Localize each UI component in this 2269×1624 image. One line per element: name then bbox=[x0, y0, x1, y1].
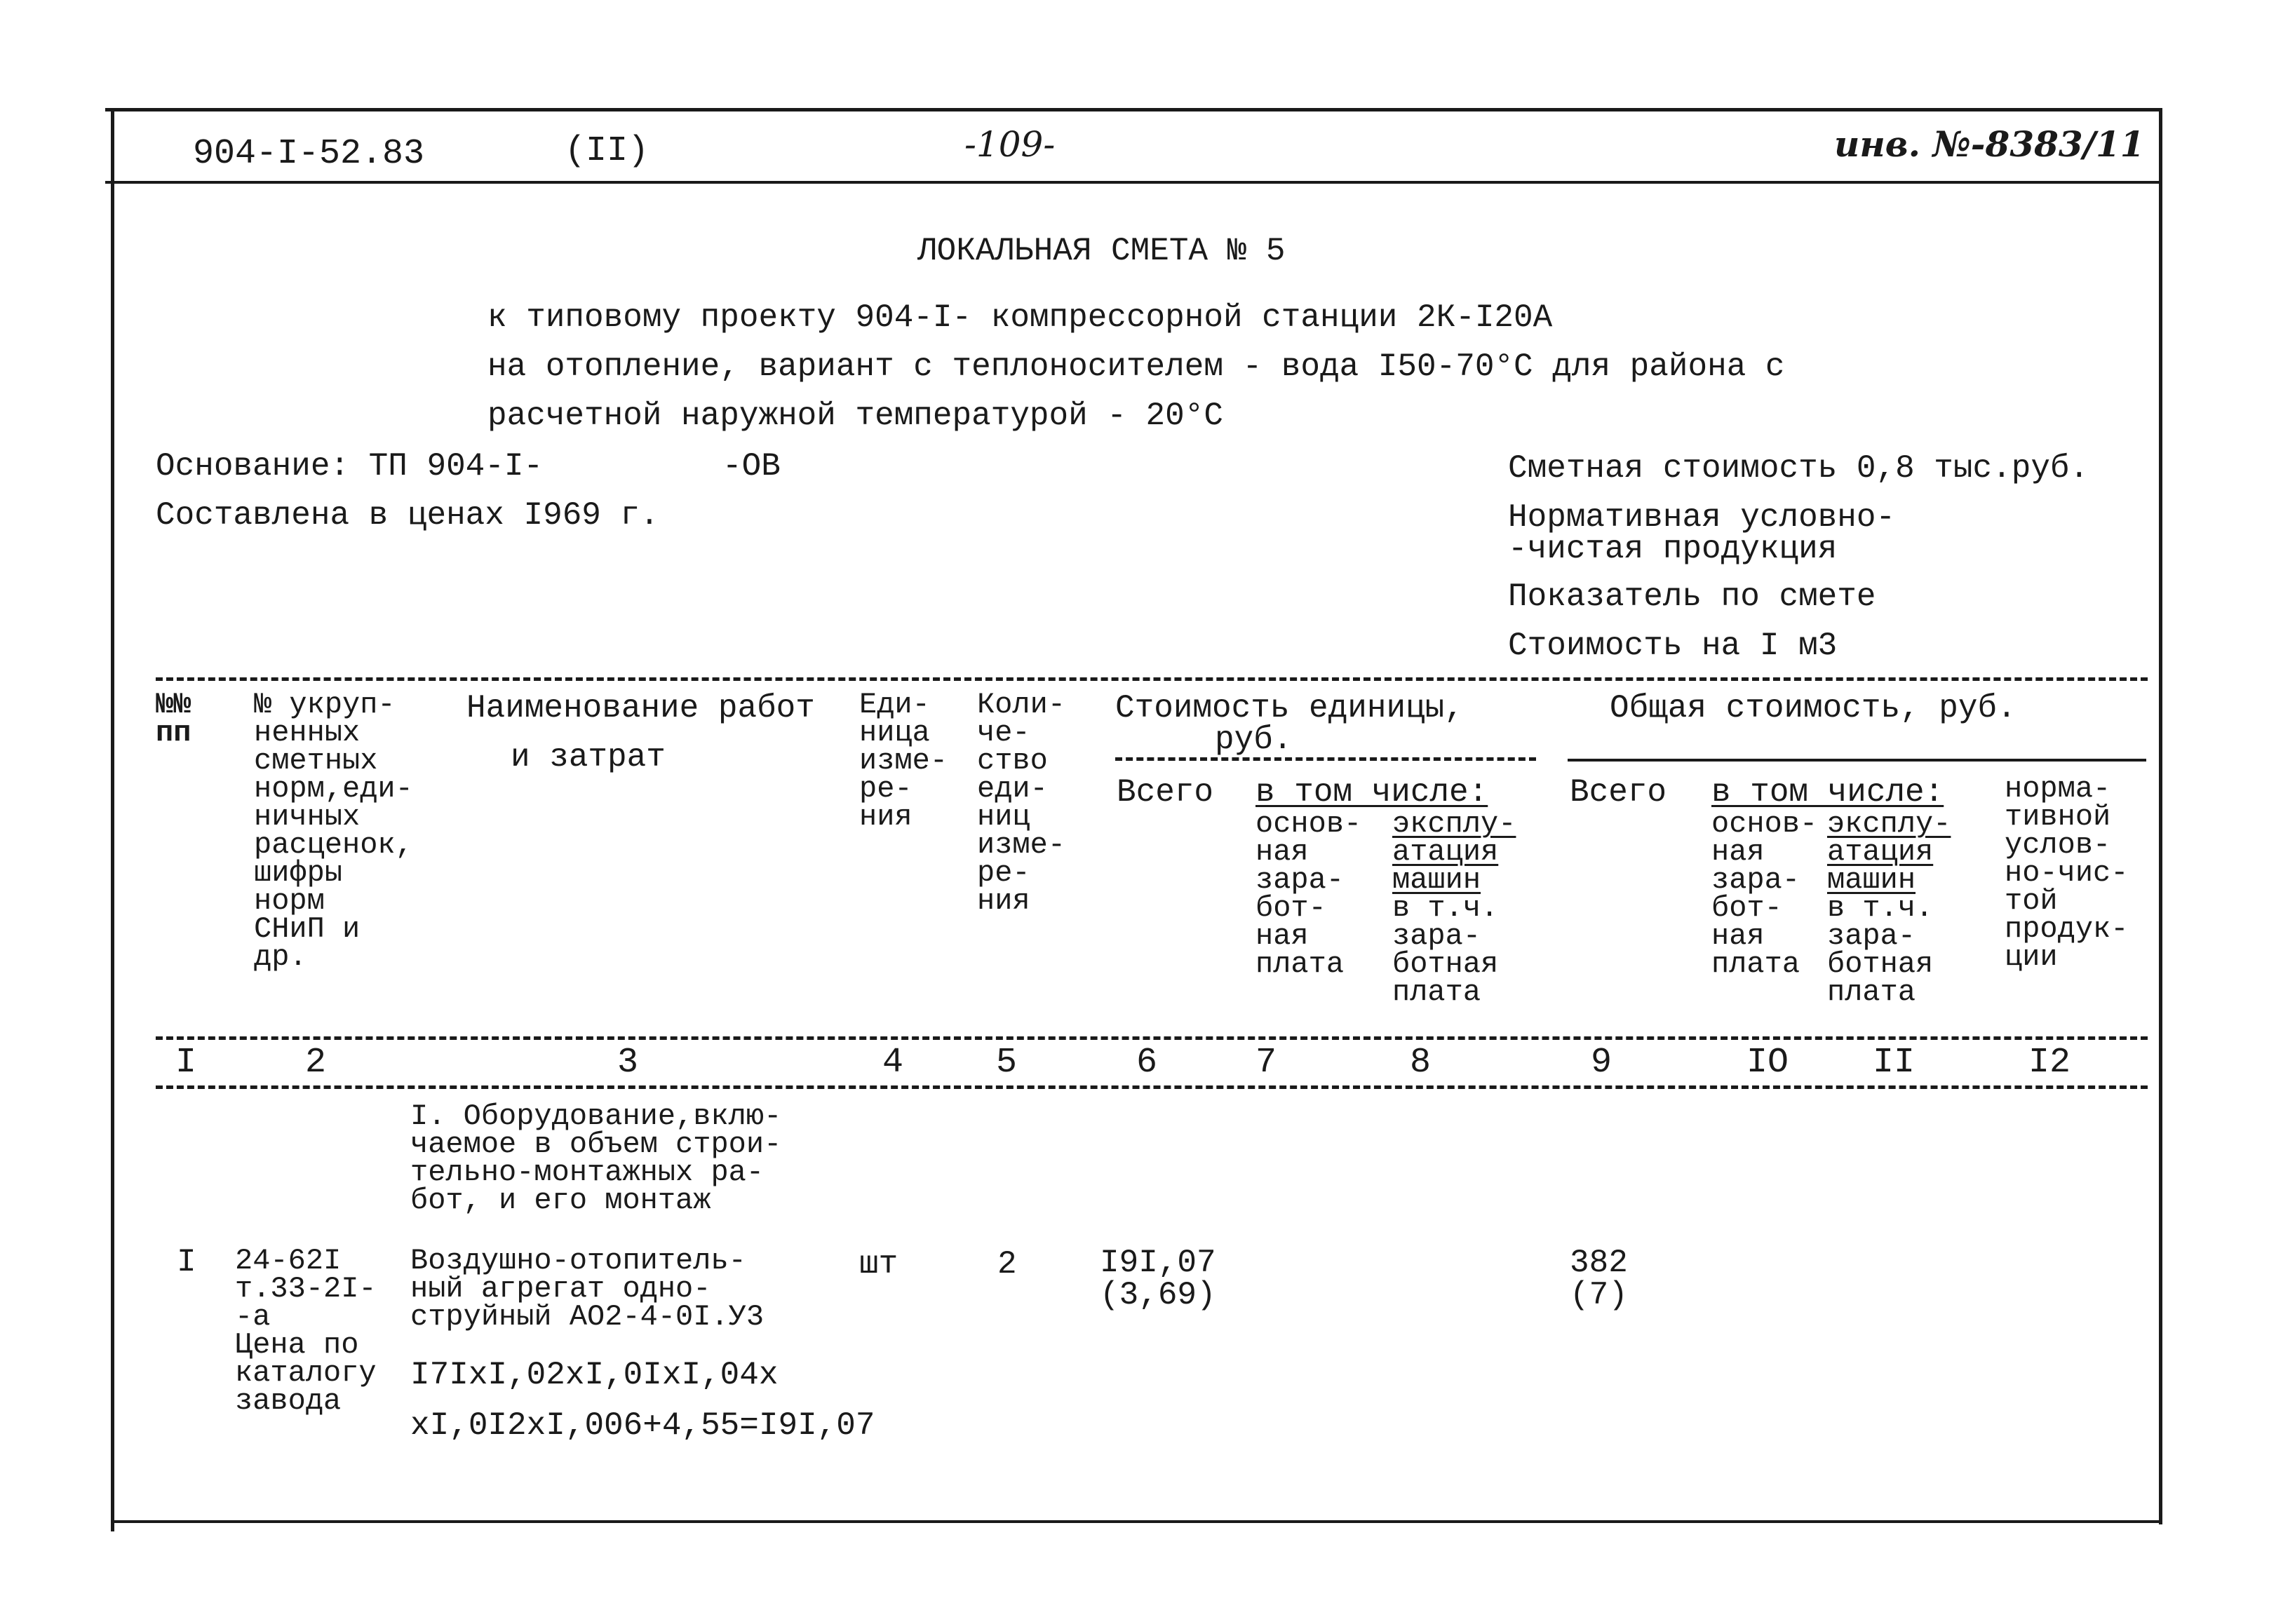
header-grand-including: в том числе: bbox=[1711, 774, 1944, 811]
row-1-unit: шт bbox=[859, 1246, 898, 1283]
header-norm-code: № укруп- ненных сметных норм,еди- ничных расценок, шифры норм СНиП и др. bbox=[254, 688, 413, 974]
column-number-10: IO bbox=[1746, 1043, 1789, 1083]
row-1-norm-code: 24-62I т.33-2I- -а Цена по каталогу завода bbox=[235, 1244, 377, 1418]
frame-left-rule bbox=[111, 108, 114, 1531]
column-number-5: 5 bbox=[996, 1043, 1018, 1083]
column-number-3: 3 bbox=[617, 1043, 639, 1083]
header-unit-including: в том числе: bbox=[1255, 774, 1488, 811]
header-unit-machines-wage: в т.ч. зара- ботная плата bbox=[1392, 891, 1499, 1009]
column-numbers-top-rule bbox=[156, 1036, 2148, 1040]
header-bottom-rule bbox=[105, 181, 2160, 184]
basis-label: Основание: ТП 904-I- bbox=[156, 448, 544, 485]
unit-cost-group-rule bbox=[1115, 757, 1536, 761]
column-number-6: 6 bbox=[1136, 1043, 1158, 1083]
header-work-name: Наименование работ bbox=[466, 690, 815, 726]
table-top-dashed-rule bbox=[156, 677, 2148, 681]
section-title: I. Оборудование,вклю- чаемое в объем строи- тельно-монтажных ра- бот, и его монтаж bbox=[410, 1099, 782, 1217]
basis-suffix: -ОВ bbox=[722, 448, 781, 485]
subtitle-line-1: к типовому проекту 904-I- компрессорной станции 2К-I20А bbox=[487, 299, 1553, 336]
prices-year: Составлена в ценах I969 г. bbox=[156, 497, 659, 534]
column-number-7: 7 bbox=[1255, 1043, 1277, 1083]
normative-line-2: -чистая продукция bbox=[1508, 531, 1838, 567]
header-unit-machines: эксплу- атация машин bbox=[1392, 807, 1516, 897]
row-1-work-name: Воздушно-отопитель- ный агрегат одно- струйный АО2-4-0I.У3 bbox=[410, 1244, 765, 1334]
part-number: (II) bbox=[565, 131, 649, 171]
total-cost-group-rule bbox=[1568, 759, 2146, 762]
header-grand-machines-wage: в т.ч. зара- ботная плата bbox=[1827, 891, 1934, 1009]
subtitle-line-2: на отопление, вариант с теплоносителем - вода I50-70°С для района с bbox=[487, 349, 1785, 385]
estimated-cost: Сметная стоимость 0,8 тыс.руб. bbox=[1508, 450, 2089, 487]
column-number-9: 9 bbox=[1591, 1043, 1612, 1083]
header-unit: Еди- ница изме- ре- ния bbox=[859, 688, 948, 834]
frame-top-rule bbox=[105, 108, 2160, 111]
header-total-cost: Общая стоимость, руб. bbox=[1610, 690, 2016, 726]
row-1-grand-total: 382 (7) bbox=[1570, 1245, 1628, 1313]
header-row-number: №№ пп bbox=[156, 688, 191, 750]
subtitle-line-3: расчетной наружной температурой - 20°С bbox=[487, 398, 1223, 434]
row-1-unit-total: I9I,07 (3,69) bbox=[1100, 1245, 1216, 1313]
header-normative-product: норма- тивной услов- но-чис- той продук- ции bbox=[2005, 772, 2129, 974]
header-grand-total: Всего bbox=[1570, 774, 1667, 811]
header-unit-total: Всего bbox=[1117, 774, 1214, 811]
header-quantity: Коли- че- ство еди- ниц изме- ре- ния bbox=[977, 688, 1066, 918]
normative-line-1: Нормативная условно- bbox=[1508, 499, 1896, 536]
header-unit-base-wage: основ- ная зара- бот- ная плата bbox=[1255, 807, 1362, 981]
page-title: ЛОКАЛЬНАЯ СМЕТА № 5 bbox=[917, 233, 1286, 269]
column-number-8: 8 bbox=[1410, 1043, 1432, 1083]
column-number-1: I bbox=[175, 1043, 197, 1083]
column-number-4: 4 bbox=[882, 1043, 904, 1083]
row-1-calculation-line-1: I7IхI,02хI,0IхI,04х bbox=[410, 1357, 779, 1393]
cost-per-m3: Стоимость на I м3 bbox=[1508, 628, 1838, 664]
header-grand-base-wage: основ- ная зара- бот- ная плата bbox=[1711, 807, 1818, 981]
header-work-name-2: и затрат bbox=[511, 739, 666, 776]
column-number-11: II bbox=[1873, 1043, 1915, 1083]
header-unit-cost: Стоимость единицы, bbox=[1115, 690, 1464, 726]
inventory-number: инв. №-8383/11 bbox=[1834, 123, 2145, 165]
frame-right-rule bbox=[2159, 108, 2162, 1524]
row-1-number: I bbox=[177, 1244, 196, 1280]
column-numbers-bottom-rule bbox=[156, 1085, 2148, 1089]
header-unit-cost-rub: руб. bbox=[1215, 722, 1293, 758]
page-number: -109- bbox=[964, 124, 1056, 165]
frame-bottom-rule bbox=[111, 1520, 2159, 1523]
header-grand-machines: эксплу- атация машин bbox=[1827, 807, 1951, 897]
row-1-quantity: 2 bbox=[997, 1246, 1017, 1283]
column-number-2: 2 bbox=[305, 1043, 327, 1083]
row-1-calculation-line-2: хI,0I2хI,006+4,55=I9I,07 bbox=[410, 1407, 875, 1444]
indicator-label: Показатель по смете bbox=[1508, 578, 1876, 615]
document-code: 904-I-52.83 bbox=[193, 134, 425, 174]
column-number-12: I2 bbox=[2028, 1043, 2071, 1083]
